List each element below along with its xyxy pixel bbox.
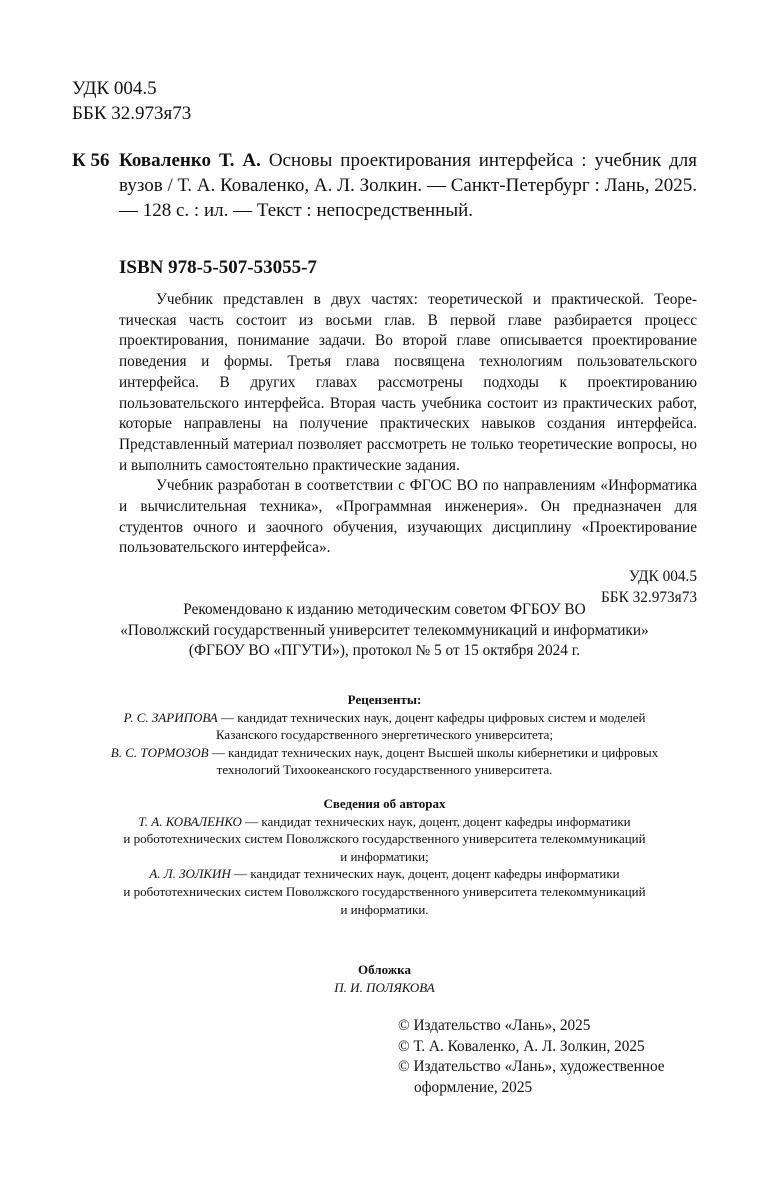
bbk-code: ББК 32.973я73 (601, 588, 697, 606)
udk-code: УДК 004.5 (72, 78, 157, 99)
copyright-line: © Т. А. Коваленко, А. Л. Золкин, 2025 (398, 1037, 645, 1055)
recommendation-line: Рекомендовано к изданию методическим советом ФГБОУ ВО (183, 601, 586, 618)
reviewers-heading: Рецензенты: (347, 692, 422, 707)
reviewer-text: — кандидат технических наук, доцент Высшей школы кибернетики и цифровых (208, 744, 659, 760)
top-classification (72, 76, 191, 126)
author-entry (72, 865, 697, 883)
copyright-line: © Издательство «Лань», художественное оформление, 2025 (398, 1058, 665, 1097)
cover-designer: П. И. ПОЛЯКОВА (334, 979, 435, 995)
entry-author: Коваленко Т. А. (119, 150, 261, 171)
author-text: и робототехнических систем Поволжского государственного университета телекоммуникаций (123, 831, 646, 847)
author-text: и информатики. (340, 901, 429, 917)
udk-code: УДК 004.5 (628, 568, 697, 585)
copyright-line: © Издательство «Лань», 2025 (398, 1017, 591, 1034)
authors-section (72, 795, 697, 918)
reviewer-name: Р. С. ЗАРИПОВА (123, 709, 218, 725)
author-text: и информатики; (340, 848, 429, 864)
reviewer-text: технологий Тихоокеанского государственного университета. (216, 762, 553, 778)
abstract-paragraph: Учебник представлен в двух частях: теоретической и практической. Теоретическая часть состоит из восьми глав. В первой главе разбирается процесс проектирования, понимание задачи. Во второй главе описывается проектирование поведения и формы. Третья глава посвящена технологиям пользовательского интерфейса. В других главах рассмотрены подходы к проектированию пользовательского интерфейса. Вторая часть учебника состоит из практических работ, которые направлены на получение практических навыков создания интерфейса. Представленный материал позволяет рассмотреть не только теоретические вопросы, но и выполнить самостоятельно практические задания. (119, 291, 697, 474)
reviewer-name: В. С. ТОРМОЗОВ (110, 744, 209, 760)
authors-heading: Сведения об авторах (323, 796, 446, 811)
reviewer-text: — кандидат технических наук, доцент кафедры цифровых систем и моделей (217, 709, 646, 725)
author-name: А. Л. ЗОЛКИН (149, 866, 231, 882)
reviewer-entry (72, 744, 697, 762)
abstract-paragraph: Учебник разработан в соответствии с ФГОС ВО по направлениям «Информатика и вычислительная техника», «Программная инженерия». Он предназначен для студентов очного и заочного обучения, изучающих дисциплину «Проектирование пользовательского интерфейса». (119, 477, 697, 557)
bbk-code: ББК 32.973я73 (72, 103, 192, 124)
reviewer-text: Казанского государственного энергетического университета; (215, 727, 554, 743)
reviewer-entry (72, 709, 697, 727)
abstract (119, 290, 697, 559)
reviewers-section (72, 691, 697, 779)
cover-credit (72, 961, 697, 996)
author-entry (72, 813, 697, 831)
copyright-block (398, 1016, 698, 1099)
isbn: ISBN 978-5-507-53055-7 (119, 257, 317, 278)
author-text: — кандидат технических наук, доцент, доцент кафедры информатики (241, 813, 631, 829)
author-text: — кандидат технических наук, доцент, доцент кафедры информатики (230, 866, 620, 882)
recommendation-line: «Поволжский государственный университет телекоммуникаций и информатики» (120, 621, 649, 639)
author-name: Т. А. КОВАЛЕНКО (138, 813, 242, 829)
entry-description: Основы проектирования интерфейса : учебник для вузов / Т. А. Коваленко, А. Л. Золкин. — Санкт-Петербург : Лань, 2025. — 128 с. : ил. — Текст : непосредственный. (119, 150, 698, 221)
author-mark: К 56 (72, 150, 110, 171)
cover-heading: Обложка (358, 962, 411, 977)
recommendation (72, 600, 697, 662)
recommendation-line: (ФГБОУ ВО «ПГУТИ»), протокол № 5 от 15 октября 2024 г. (188, 642, 581, 660)
bibliographic-description (119, 148, 697, 223)
bibliographic-entry (72, 148, 697, 223)
author-text: и робототехнических систем Поволжского государственного университета телекоммуникаций (123, 883, 646, 899)
